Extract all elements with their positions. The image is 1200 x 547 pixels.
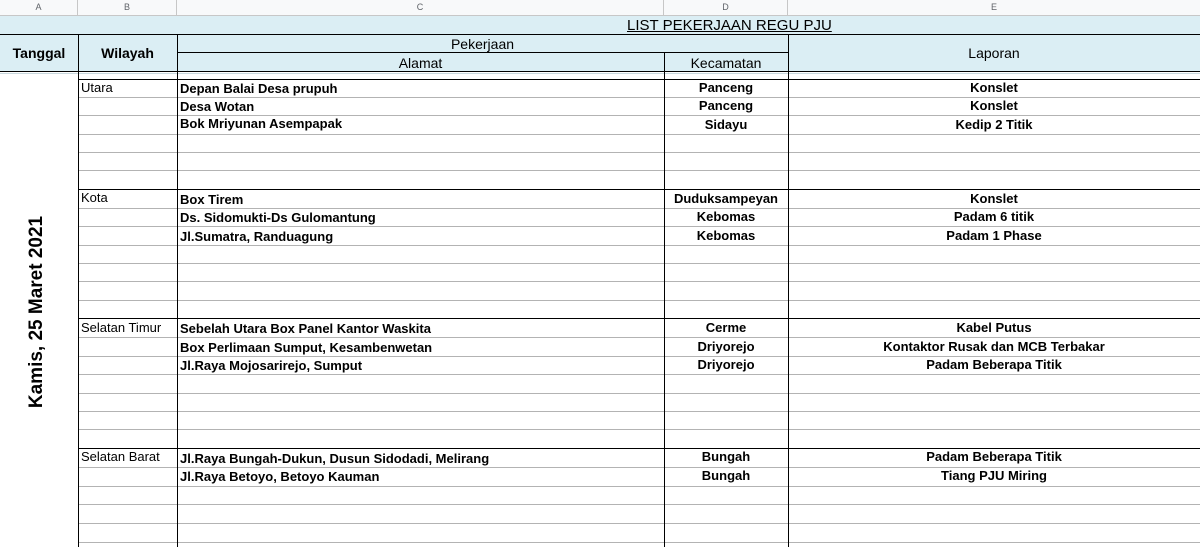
cell-kecamatan[interactable]: Sidayu <box>704 117 748 132</box>
title-row <box>0 16 1200 34</box>
header-pekerjaan[interactable]: Pekerjaan <box>450 35 515 52</box>
cell-alamat[interactable]: Box Tirem <box>180 192 244 207</box>
header-laporan[interactable]: Laporan <box>968 45 1020 61</box>
header-kecamatan[interactable]: Kecamatan <box>690 54 762 71</box>
cell-alamat[interactable]: Depan Balai Desa prupuh <box>180 81 338 96</box>
column-header-b[interactable]: B <box>78 0 177 16</box>
cell-alamat[interactable]: Bok Mriyunan Asempapak <box>180 116 343 131</box>
cell-laporan[interactable]: Kontaktor Rusak dan MCB Terbakar <box>883 339 1105 354</box>
cell-kecamatan[interactable]: Cerme <box>705 320 747 335</box>
cell-laporan[interactable]: Padam Beberapa Titik <box>926 357 1062 372</box>
wilayah-kota[interactable]: Kota <box>81 190 108 205</box>
cell-kecamatan[interactable]: Bungah <box>701 449 751 464</box>
wilayah-selatan-timur[interactable]: Selatan Timur <box>81 320 162 335</box>
cell-kecamatan[interactable]: Bungah <box>701 468 751 483</box>
column-header-a[interactable]: A <box>0 0 78 16</box>
cell-kecamatan[interactable]: Driyorejo <box>697 357 755 372</box>
cell-alamat[interactable]: Jl.Sumatra, Randuagung <box>180 229 334 244</box>
cell-laporan[interactable]: Konslet <box>970 80 1018 95</box>
header-tanggal[interactable]: Tanggal <box>12 45 66 61</box>
cell-laporan[interactable]: Padam Beberapa Titik <box>926 449 1062 464</box>
header-wilayah[interactable]: Wilayah <box>101 45 154 61</box>
cell-alamat[interactable]: Desa Wotan <box>180 99 255 114</box>
cell-alamat[interactable]: Jl.Raya Betoyo, Betoyo Kauman <box>180 469 380 484</box>
cell-alamat[interactable]: Ds. Sidomukti-Ds Gulomantung <box>180 210 376 225</box>
wilayah-utara[interactable]: Utara <box>81 80 113 95</box>
column-header-e[interactable]: E <box>788 0 1200 16</box>
column-header-c[interactable]: C <box>177 0 664 16</box>
date-label: Kamis, 25 Maret 2021 <box>26 215 47 409</box>
cell-laporan[interactable]: Konslet <box>970 98 1018 113</box>
cell-alamat[interactable]: Jl.Raya Bungah-Dukun, Dusun Sidodadi, Melirang <box>180 451 490 466</box>
cell-kecamatan[interactable]: Panceng <box>698 98 754 113</box>
cell-kecamatan[interactable]: Kebomas <box>696 228 756 243</box>
sheet-title[interactable]: LIST PEKERJAAN REGU PJU <box>627 17 832 34</box>
cell-alamat[interactable]: Box Perlimaan Sumput, Kesambenwetan <box>180 340 433 355</box>
cell-laporan[interactable]: Kabel Putus <box>956 320 1032 335</box>
cell-laporan[interactable]: Konslet <box>970 191 1018 206</box>
header-alamat[interactable]: Alamat <box>398 54 443 71</box>
cell-alamat[interactable]: Sebelah Utara Box Panel Kantor Waskita <box>180 321 431 336</box>
wilayah-selatan-barat[interactable]: Selatan Barat <box>81 449 160 464</box>
cell-alamat[interactable]: Jl.Raya Mojosarirejo, Sumput <box>180 358 363 373</box>
cell-kecamatan[interactable]: Panceng <box>698 80 754 95</box>
cell-laporan[interactable]: Tiang PJU Miring <box>941 468 1047 483</box>
cell-laporan[interactable]: Padam 1 Phase <box>946 228 1042 243</box>
cell-laporan[interactable]: Padam 6 titik <box>953 209 1035 224</box>
cell-kecamatan[interactable]: Duduksampeyan <box>673 191 779 206</box>
cell-kecamatan[interactable]: Kebomas <box>696 209 756 224</box>
cell-laporan[interactable]: Kedip 2 Titik <box>955 117 1033 132</box>
cell-kecamatan[interactable]: Driyorejo <box>697 339 755 354</box>
column-header-d[interactable]: D <box>664 0 788 16</box>
